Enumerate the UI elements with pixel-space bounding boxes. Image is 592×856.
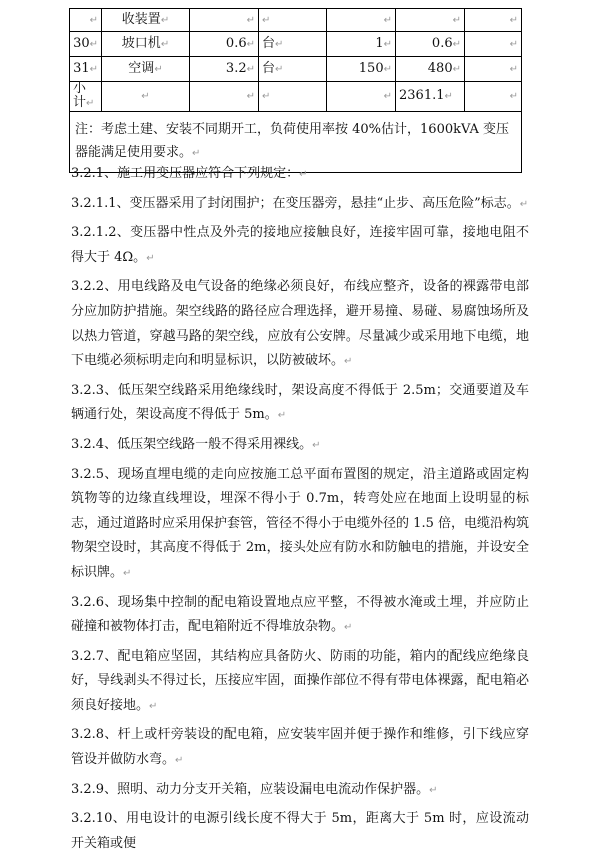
paragraph: 3.2.10、用电设计的电源引线长度不得大于 5m，距离大于 5m 时，应设流动开关箱或便 [71, 811, 529, 851]
cell-remark [465, 82, 522, 112]
paragraph: 3.2.1、施工用变压器应符合下列规定：↵ [71, 166, 308, 181]
paragraph-mark-icon: ↵ [246, 91, 255, 103]
paragraph-mark-icon: ↵ [344, 622, 353, 634]
cell-qty [327, 9, 396, 32]
document-body [71, 162, 529, 856]
paragraph-mark-icon: ↵ [383, 14, 392, 26]
table-row [70, 57, 522, 82]
paragraph-mark-icon: ↵ [262, 91, 271, 103]
table-row [70, 9, 522, 32]
paragraph-mark-icon: ↵ [89, 63, 98, 75]
paragraph: 3.2.6、现场集中控制的配电箱设置地点应平整，不得被水淹或土埋，并应防止碰撞和被物体打击，配电箱附近不得堆放杂物。↵ [71, 594, 529, 635]
paragraph-mark-icon: ↵ [246, 63, 255, 75]
cell-qty: 150↵ [327, 57, 396, 82]
paragraph: 3.2.8、杆上或杆旁装设的配电箱，应安装牢固并便于操作和维修，引下线应穿管设并做防水弯。↵ [71, 727, 529, 768]
paragraph-mark-icon: ↵ [123, 567, 132, 579]
paragraph-mark-icon: ↵ [277, 410, 287, 422]
paragraph-mark-icon: ↵ [192, 148, 201, 160]
paragraph-mark-icon: ↵ [452, 63, 461, 75]
cell-power: 2361.1↵ [396, 82, 465, 112]
cell-unit [259, 82, 327, 112]
load-calc-table [69, 8, 522, 173]
cell-qty [327, 82, 396, 112]
cell-coef [190, 82, 259, 112]
paragraph-mark-icon: ↵ [383, 38, 392, 50]
paragraph-mark-icon: ↵ [246, 14, 255, 26]
cell-name: 收装置↵ [102, 9, 190, 32]
paragraph-mark-icon: ↵ [312, 439, 321, 451]
paragraph-mark-icon: ↵ [452, 38, 461, 50]
cell-name [102, 82, 190, 112]
cell-qty: 1↵ [327, 32, 396, 57]
paragraph-mark-icon: ↵ [383, 63, 392, 75]
cell-name: 空调↵ [102, 57, 190, 82]
paragraph-mark-icon: ↵ [452, 14, 461, 26]
table-row [70, 32, 522, 57]
paragraph-mark-icon: ↵ [429, 784, 438, 796]
cell-coef: 0.6↵ [190, 32, 259, 57]
paragraph-mark-icon: ↵ [519, 198, 529, 210]
cell-remark [465, 32, 522, 57]
cell-power [396, 9, 465, 32]
paragraph-mark-icon: ↵ [344, 356, 353, 368]
cell-coef: 3.2↵ [190, 57, 259, 82]
cell-name: 坡口机↵ [102, 32, 190, 57]
paragraph-mark-icon: ↵ [160, 14, 170, 26]
paragraph-mark-icon: ↵ [89, 14, 98, 26]
paragraph-mark-icon: ↵ [383, 91, 392, 103]
paragraph: 3.2.2、用电线路及电气设备的绝缘必须良好，布线应整齐，设备的裸露带电部分应加防护措施。架空线路的路径应合理选择，避开易撞、易碰、易腐蚀场所及以热力管道，穿越马路的架空线，应放有公安牌。尽量减少或采用地下电缆，地下电缆必须标明走向和明显标识，以防被破坏。↵ [71, 279, 529, 369]
paragraph-mark-icon: ↵ [160, 38, 170, 50]
table-row-subtotal [70, 82, 522, 112]
paragraph-mark-icon: ↵ [509, 14, 518, 26]
paragraph-mark-icon: ↵ [299, 169, 308, 180]
cell-no: 30↵ [70, 32, 102, 57]
paragraph-mark-icon: ↵ [154, 63, 163, 75]
cell-unit: 台↵ [259, 57, 327, 82]
paragraph: 3.2.1.1、变压器采用了封闭围护；在变压器旁，悬挂“止步、高压危险”标志。↵ [71, 195, 529, 211]
cell-coef [190, 9, 259, 32]
cell-remark [465, 9, 522, 32]
cell-no: 31↵ [70, 57, 102, 82]
paragraph-mark-icon: ↵ [509, 91, 518, 103]
cell-power: 0.6↵ [396, 32, 465, 57]
paragraph-mark-icon: ↵ [149, 700, 158, 712]
paragraph: 3.2.4、低压架空线路一般不得采用裸线。↵ [71, 436, 321, 452]
cell-unit [259, 9, 327, 32]
paragraph-mark-icon: ↵ [275, 63, 284, 75]
paragraph: 3.2.1.2、变压器中性点及外壳的接地应接触良好，连接牢固可靠，接地电阻不得大于 4Ω。↵ [71, 225, 529, 265]
paragraph: 3.2.7、配电箱应坚固，其结构应具备防火、防雨的功能，箱内的配线应绝缘良好，导线剥头不得过长，压接应牢固，面操作部位不得有带电体裸露，配电箱必须良好接地。↵ [71, 648, 529, 713]
paragraph-mark-icon: ↵ [86, 98, 95, 110]
paragraph-mark-icon: ↵ [262, 14, 271, 26]
paragraph-mark-icon: ↵ [509, 63, 518, 75]
cell-no [70, 9, 102, 32]
cell-unit: 台↵ [259, 32, 327, 57]
paragraph-mark-icon: ↵ [89, 38, 98, 50]
paragraph-mark-icon: ↵ [444, 91, 453, 103]
cell-power: 480↵ [396, 57, 465, 82]
paragraph-mark-icon: ↵ [246, 38, 255, 50]
paragraph-mark-icon: ↵ [175, 755, 184, 767]
paragraph: 3.2.3、低压架空线路采用绝缘线时，架设高度不得低于 2.5m；交通要道及车辆通行处，架设高度不得低于 5m。↵ [71, 382, 529, 423]
paragraph-mark-icon: ↵ [509, 38, 518, 50]
cell-no: 小计↵ [70, 82, 102, 112]
cell-remark [465, 57, 522, 82]
paragraph: 3.2.5、现场直埋电缆的走向应按施工总平面布置图的规定，沿主道路或固定构筑物等的边缘直线埋设，埋深不得小于 0.7m，转弯处应在地面上设明显的标志，通过道路时应采用保护套管，管径不得小于电缆外径的 1.5 倍，电缆沿构筑物架空设时，其高度不得低于 2m，接头处应有防水和防触电的措施，并设安全标识牌。↵ [71, 466, 529, 580]
paragraph-mark-icon: ↵ [275, 38, 284, 50]
paragraph-mark-icon: ↵ [141, 91, 150, 103]
paragraph: 3.2.9、照明、动力分支开关箱，应装设漏电电流动作保护器。↵ [71, 781, 438, 797]
paragraph-mark-icon: ↵ [146, 252, 155, 264]
table-note: 注：考虑土建、安装不同期开工，负荷使用率按 40%估计，1600kVA 变压器能满足使用要求。↵ [70, 111, 522, 172]
